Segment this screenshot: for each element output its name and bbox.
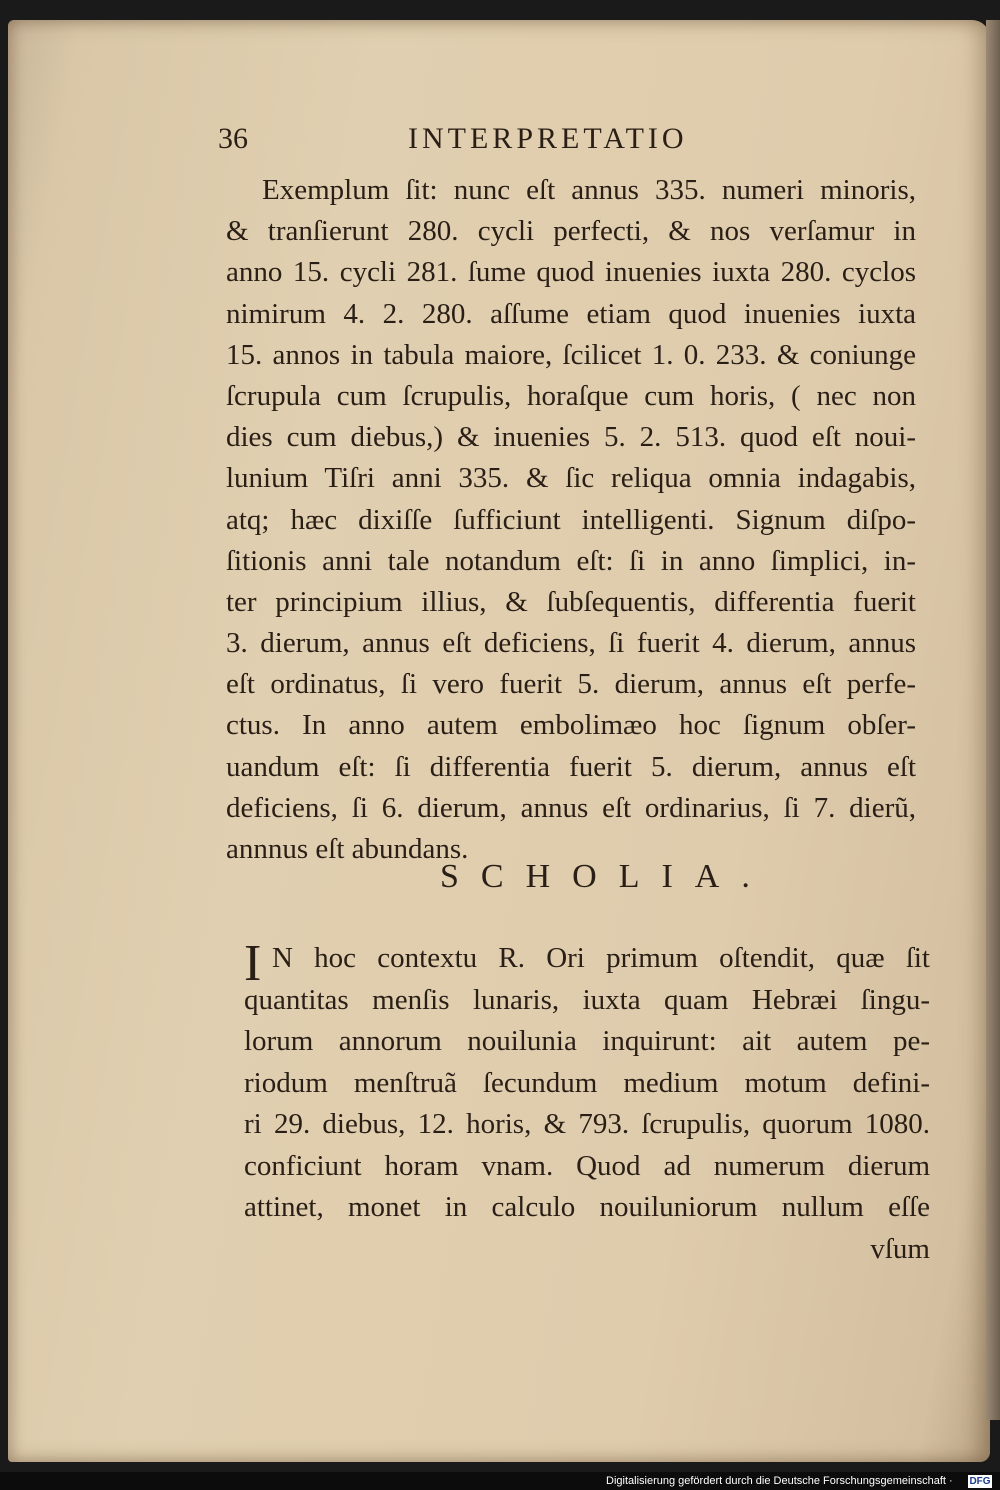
body-line: ſcrupula cum ſcrupulis, horaſque cum horis, ( nec non (226, 379, 916, 412)
body-line: Exemplum ſit: nunc eſt annus 335. numeri minoris, (262, 174, 916, 206)
scholia-line: lorum annorum nouilunia inquirunt: ait autem pe- (244, 1025, 930, 1057)
drop-initial: I (244, 935, 262, 992)
scholia-line: riodum menſtruã ſecundum medium motum defini- (244, 1066, 930, 1099)
body-line: ter principium illius, & ſubſequentis, differentia fuerit (226, 585, 916, 618)
scholia-text (244, 935, 930, 1270)
body-line: & tranſierunt 280. cycli perfecti, & nos verſamur in (226, 215, 916, 248)
body-line: uandum eſt: ſi differentia fuerit 5. dierum, annus eſt (226, 750, 916, 783)
body-line: dies cum diebus,) & inuenies 5. 2. 513. quod eſt noui- (226, 421, 916, 454)
body-line: ctus. In anno autem embolimæo hoc ſignum obſer- (226, 709, 916, 742)
body-line: deficiens, ſi 6. dierum, annus eſt ordinarius, ſi 7. dierũ, (226, 791, 916, 824)
scholia-line: quantitas menſis lunaris, iuxta quam Hebræi ſingu- (244, 983, 930, 1016)
catchword: vſum (870, 1232, 930, 1265)
scholia-line: conficiunt horam vnam. Quod ad numerum dierum (244, 1149, 930, 1182)
body-line: nimirum 4. 2. 280. aſſume etiam quod inuenies iuxta (226, 297, 916, 330)
scholia-heading: SCHOLIA. (440, 858, 772, 895)
body-line: atq; hæc dixiſſe ſufficiunt intelligenti. Signum diſpo- (226, 503, 916, 536)
scholia-line: attinet, monet in calculo nouiluniorum nullum eſſe (244, 1191, 930, 1223)
funding-credit: Digitalisierung gefördert durch die Deutsche Forschungsgemeinschaft · (606, 1475, 953, 1487)
body-text (226, 170, 916, 870)
body-line: anno 15. cycli 281. ſume quod inuenies iuxta 280. cyclos (226, 256, 916, 289)
dfg-logo: DFG (969, 1476, 991, 1487)
page-edge (986, 20, 1000, 1420)
body-line: lunium Tiſri anni 335. & ſic reliqua omnia indagabis, (226, 462, 916, 495)
scholia-line: ri 29. diebus, 12. horis, & 793. ſcrupulis, quorum 1080. (244, 1108, 930, 1140)
body-line: 3. dierum, annus eſt deficiens, ſi fuerit 4. dierum, annus (226, 627, 916, 660)
body-line: eſt ordinatus, ſi vero fuerit 5. dierum, annus eſt perfe- (226, 668, 916, 701)
scholia-line: N hoc contextu R. Ori primum oſtendit, quæ ſit (272, 942, 930, 974)
page-number: 36 (218, 122, 248, 155)
body-line: 15. annos in tabula maiore, ſcilicet 1. 0. 233. & coniunge (226, 338, 916, 371)
body-line: ſitionis anni tale notandum eſt: ſi in anno ſimplici, in- (226, 544, 916, 577)
running-head: INTERPRETATIO (408, 122, 688, 155)
body-line: annnus eſt abundans. (226, 833, 469, 865)
